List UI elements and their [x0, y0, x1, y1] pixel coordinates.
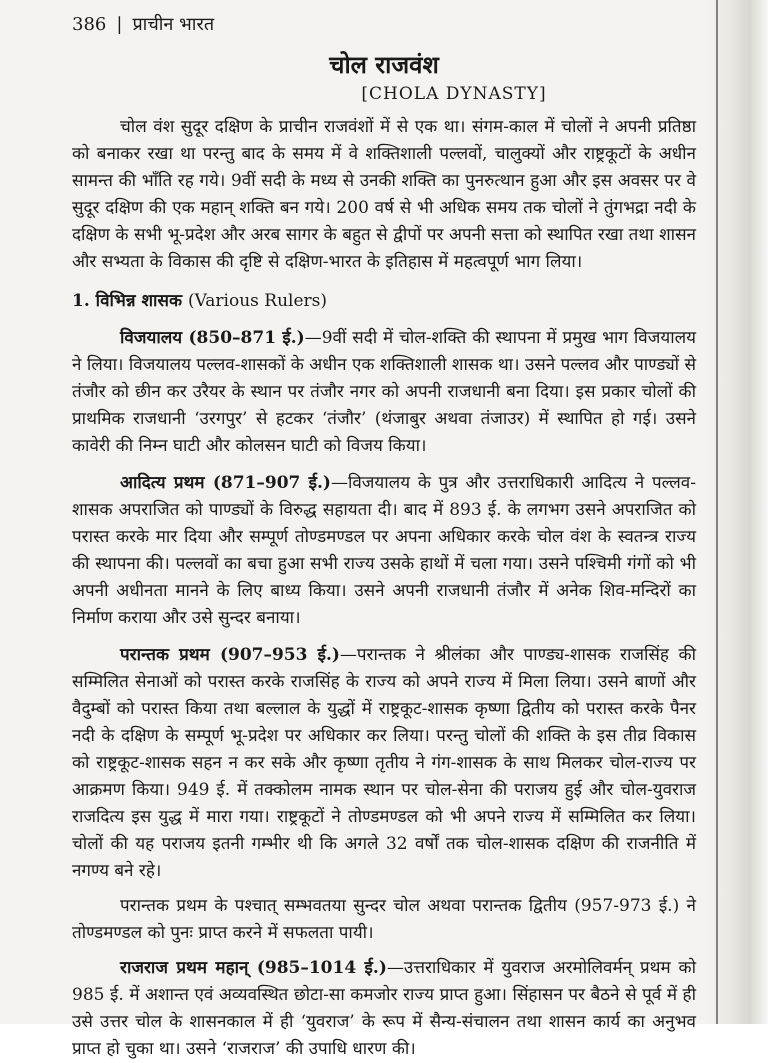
ruler-text: —विजयालय के पुत्र और उत्तराधिकारी आदित्य ने पल्लव-शासक अपराजित को पाण्ड्यों के विरुद्ध सहायता दी। बाद में 893 ई. के लगभग उसने अपराजित को परास्त करके मार दिया और सम्पूर्ण तोण्डमण्डल पर अपना अधिकार करके चोल वंश के स्वतन्त्र राज्य की स्थापना की। पल्लवों का बचा हुआ सभी राज्य उसके हाथों में चला गया। उसने पश्चिमी गंगों को भी अपनी अधीनता मानने के लिए बाध्य किया। उसने अपनी राजधानी तंजौर में अनेक शिव-मन्दिरों का निर्माण कराया और उसे सुन्दर बनाया।	[72, 473, 696, 628]
ruler-name: राजराज प्रथम महान् (985–1014 ई.)	[120, 958, 387, 978]
book-title: प्राचीन भारत	[132, 14, 215, 35]
ruler-paragraph-rajaraja	[72, 955, 696, 1063]
ruler-text: —9वीं सदी में चोल-शक्ति की स्थापना में प्रमुख भाग विजयालय ने लिया। विजयालय पल्लव-शासकों के अधीन एक शक्तिशाली शासक था। उसने पल्लव और पाण्ड्यों से तंजौर को छीन कर उरैयर के स्थान पर तंजौर नगर को अपनी राजधानी बना दिया। इस प्रकार चोलों की प्राथमिक राजधानी ‘उरगपुर’ से हटकर ‘तंजौर’ (थंजाबुर अथवा तंजाउर) में स्थापित हो गई। उसने कावेरी की निम्न घाटी और कोलसन घाटी को विजय किया।	[72, 328, 696, 456]
ruler-text: —परान्तक ने श्रीलंका और पाण्ड्य-शासक राजसिंह की सम्मिलित सेनाओं को परास्त करके राजसिंह के राज्य को अपने राज्य में मिला लिया। उसने बाणों और वैदुम्बों को परास्त किया तथा बल्लाल के युद्धों में राष्ट्रकूट-शासक कृष्णा द्वितीय को परास्त करके पैनर नदी के दक्षिण के सम्पूर्ण भू-प्रदेश पर अधिकार कर लिया। परन्तु चोलों की शक्ति के इस तीव्र विकास को राष्ट्रकूट-शासक सहन न कर सके और कृष्णा तृतीय ने गंग-शासक के साथ मिलकर चोल-राज्य पर आक्रमण किया। 949 ई. में तक्कोलम नामक स्थान पर चोल-सेना की पराजय हुई और चोल-युवराज राजदित्य इस युद्ध में मारा गया। राष्ट्रकूटों ने तोण्डमण्डल को भी अपने राज्य में सम्मिलित कर लिया। चोलों की यह पराजय इतनी गम्भीर थी कि अगले 32 वर्षों तक चोल-शासक दक्षिण की राजनीति में नगण्य बने रहे।	[72, 645, 696, 881]
section-title-hindi: विभिन्न शासक	[95, 291, 183, 311]
page-number: 386	[72, 14, 107, 35]
page-edge-line	[716, 0, 718, 1024]
post-parantaka-paragraph: परान्तक प्रथम के पश्चात् सम्भवतया सुन्दर चोल अथवा परान्तक द्वितीय (957-973 ई.) ने तोण्डमण्डल को पुनः प्राप्त करने में सफलता पायी।	[72, 896, 696, 943]
intro-paragraph: चोल वंश सुदूर दक्षिण के प्राचीन राजवंशों में से एक था। संगम-काल में चोलों ने अपनी प्रतिष्ठा को बनाकर रखा था परन्तु बाद के समय में वे शक्तिशाली पल्लवों, चालुक्यों और राष्ट्रकूटों के अधीन सामन्त की भाँति रह गये। 9वीं सदी के मध्य से उनकी शक्ति का पुनरुत्थान हुआ और इस अवसर पर वे सुदूर दक्षिण की एक महान् शक्ति बन गये। 200 वर्ष से भी अधिक समय तक चोलों ने तुंगभद्रा नदी के दक्षिण के सभी भू-प्रदेश और अरब सागर के बहुत से द्वीपों पर अपनी सत्ता को स्थापित रखा तथा शासन और सभ्यता के विकास की दृष्टि से दक्षिण-भारत के इतिहास में महत्वपूर्ण भाग लिया।	[72, 117, 696, 272]
ruler-paragraph-parantaka	[72, 642, 696, 885]
ruler-name: आदित्य प्रथम (871–907 ई.)	[120, 473, 331, 493]
section-heading	[72, 288, 696, 315]
ruler-name: परान्तक प्रथम (907–953 ई.)	[120, 645, 340, 665]
running-header	[72, 12, 696, 36]
chapter-subtitle: [CHOLA DYNASTY]	[361, 84, 547, 104]
section-title-english: (Various Rulers)	[187, 291, 328, 311]
chapter-title: चोल राजवंश	[329, 50, 439, 79]
section-number: 1.	[72, 291, 90, 311]
ruler-paragraph-aditya	[72, 470, 696, 632]
ruler-text: —उत्तराधिकार में युवराज अरमोलिवर्मन् प्रथम को 985 ई. में अशान्त एवं अव्यवस्थित छोटा-सा कमजोर राज्य प्राप्त हुआ। सिंहासन पर बैठने से पूर्व में ही उसे उत्तर चोल के शासनकाल में ही ‘युवराज’ के रूप में सैन्य-संचालन तथा शासन कार्य का अनुभव प्राप्त हो चुका था। उसने ‘राजराज’ की उपाधि धारण की।	[72, 958, 697, 1059]
header-separator: |	[116, 14, 123, 35]
ruler-paragraph-vijayalaya	[72, 325, 696, 460]
ruler-name: विजयालय (850–871 ई.)	[120, 328, 305, 348]
